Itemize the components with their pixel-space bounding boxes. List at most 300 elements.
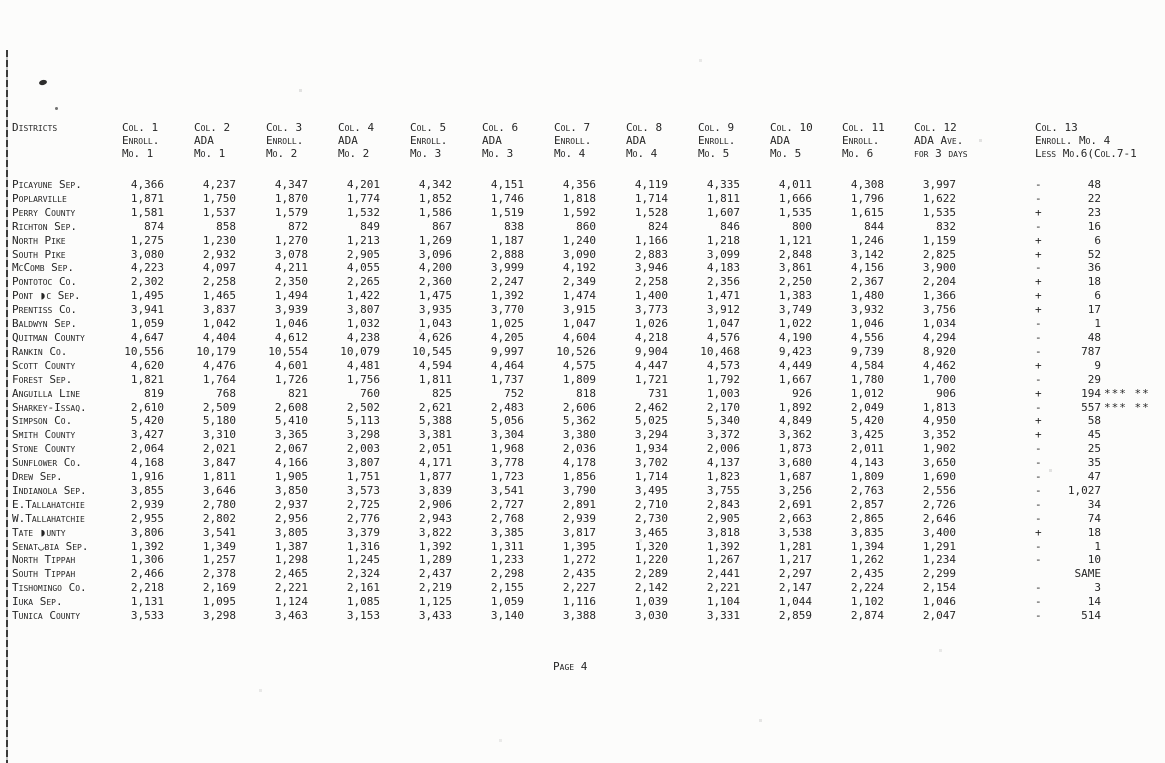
col13-cell — [984, 470, 1165, 484]
column-header: Col. 5 Enroll. Mo. 3 — [410, 121, 448, 160]
value-cell: 1,046 — [850, 317, 884, 331]
column-header: Col. 13 Enroll. Mo. 4 Less Mo.6(Col.7-1 — [1035, 121, 1137, 160]
value-cell: 2,955 — [130, 511, 164, 525]
col13-sign: - — [1035, 497, 1042, 511]
value-cell: 2,730 — [634, 511, 668, 525]
value-cell: 4,156 — [850, 261, 884, 275]
district-name: Senat◡bia Sep. — [12, 539, 89, 553]
col13-cell — [984, 512, 1165, 526]
value-cell: 1,306 — [130, 553, 164, 567]
value-cell: 1,349 — [202, 539, 236, 553]
value-cell: 2,011 — [850, 442, 884, 456]
value-cell: 4,192 — [562, 261, 596, 275]
district-name: Quitman County — [12, 330, 85, 344]
value-cell: 825 — [432, 386, 452, 400]
value-cell: 4,950 — [922, 414, 956, 428]
value-cell: 1,059 — [490, 595, 524, 609]
value-cell: 2,857 — [850, 497, 884, 511]
value-cell: 5,340 — [706, 414, 740, 428]
column-header: Col. 6 ADA Mo. 3 — [482, 121, 519, 160]
value-cell: 3,294 — [634, 428, 668, 442]
col13-value: 74 — [1087, 511, 1101, 525]
value-cell: 4,171 — [418, 456, 452, 470]
value-cell: 4,576 — [706, 330, 740, 344]
value-cell: 2,155 — [490, 581, 524, 595]
district-name: Indianola Sep. — [12, 483, 87, 497]
col13-sign: - — [1035, 553, 1042, 567]
value-cell: 1,714 — [634, 470, 668, 484]
value-cell: 3,331 — [706, 609, 740, 623]
value-cell: 2,802 — [202, 511, 236, 525]
table-row — [10, 220, 1165, 234]
col13-value: 47 — [1087, 470, 1101, 484]
value-cell: 1,125 — [418, 595, 452, 609]
value-cell: 760 — [360, 386, 380, 400]
col13-cell — [984, 317, 1165, 331]
col13-sign: + — [1035, 358, 1042, 372]
col13-sign: + — [1035, 205, 1042, 219]
value-cell: 4,223 — [130, 261, 164, 275]
col13-cell — [984, 595, 1165, 609]
value-cell: 1,262 — [850, 553, 884, 567]
value-cell: 4,166 — [274, 456, 308, 470]
col13-cell — [984, 178, 1165, 192]
value-cell: 5,388 — [418, 414, 452, 428]
value-cell: 1,519 — [490, 205, 524, 219]
value-cell: 3,941 — [130, 303, 164, 317]
table-row — [10, 261, 1165, 275]
value-cell: 4,449 — [778, 358, 812, 372]
value-cell: 3,770 — [490, 303, 524, 317]
value-cell: 4,626 — [418, 330, 452, 344]
table-row — [10, 345, 1165, 359]
col13-value: 36 — [1087, 261, 1101, 275]
value-cell: 4,097 — [202, 261, 236, 275]
value-cell: 2,349 — [562, 275, 596, 289]
col13-value: 9 — [1094, 358, 1101, 372]
value-cell: 1,275 — [130, 233, 164, 247]
value-cell: 3,646 — [202, 483, 236, 497]
value-cell: 752 — [504, 386, 524, 400]
col13-sign: + — [1035, 233, 1042, 247]
district-name: North Pike — [12, 233, 66, 247]
district-name: Pont ◗c Sep. — [12, 289, 81, 303]
districts-column-header: Districts — [12, 121, 58, 134]
district-name: Picayune Sep. — [12, 178, 82, 191]
table-row — [10, 178, 1165, 192]
col13-value: 787 — [1081, 344, 1101, 358]
value-cell: 1,821 — [130, 372, 164, 386]
value-cell: 3,773 — [634, 303, 668, 317]
value-cell: 2,221 — [706, 581, 740, 595]
value-cell: 5,410 — [274, 414, 308, 428]
value-cell: 3,541 — [490, 483, 524, 497]
col13-cell — [984, 401, 1165, 415]
district-name: Poplarville — [12, 191, 67, 205]
value-cell: 1,217 — [778, 553, 812, 567]
value-cell: 2,265 — [346, 275, 380, 289]
value-cell: 4,218 — [634, 330, 668, 344]
value-cell: 824 — [648, 219, 668, 233]
value-cell: 3,790 — [562, 483, 596, 497]
value-cell: 2,465 — [274, 567, 308, 581]
value-cell: 4,200 — [418, 261, 452, 275]
value-cell: 1,723 — [490, 470, 524, 484]
col13-cell — [984, 345, 1165, 359]
value-cell: 10,179 — [196, 344, 236, 358]
value-cell: 4,556 — [850, 330, 884, 344]
enrollment-ada-table — [10, 121, 1165, 623]
value-cell: 2,360 — [418, 275, 452, 289]
table-row — [10, 359, 1165, 373]
value-cell: 3,806 — [130, 525, 164, 539]
value-cell: 3,756 — [922, 303, 956, 317]
value-cell: 4,238 — [346, 330, 380, 344]
value-cell: 4,168 — [130, 456, 164, 470]
value-cell: 1,291 — [922, 539, 956, 553]
col13-sign: - — [1035, 330, 1042, 344]
district-name: Tishomingo Co. — [12, 581, 87, 595]
value-cell: 4,594 — [418, 358, 452, 372]
value-cell: 1,025 — [490, 317, 524, 331]
value-cell: 2,247 — [490, 275, 524, 289]
value-cell: 2,606 — [562, 400, 596, 414]
col13-sign: + — [1035, 275, 1042, 289]
value-cell: 4,308 — [850, 178, 884, 191]
value-cell: 3,153 — [346, 609, 380, 623]
col13-cell — [984, 553, 1165, 567]
col13-sign: - — [1035, 191, 1042, 205]
value-cell: 3,855 — [130, 483, 164, 497]
value-cell: 9,904 — [634, 344, 668, 358]
district-name: Pontotoc Co. — [12, 275, 78, 289]
value-cell: 4,366 — [130, 178, 164, 191]
district-name: Tunica County — [12, 609, 81, 623]
value-cell: 4,356 — [562, 178, 596, 191]
value-cell: 1,535 — [778, 205, 812, 219]
value-cell: 2,466 — [130, 567, 164, 581]
district-name: E.Tallahatchie — [12, 497, 85, 511]
value-cell: 1,234 — [922, 553, 956, 567]
value-cell: 2,324 — [346, 567, 380, 581]
value-cell: 2,905 — [706, 511, 740, 525]
value-cell: 3,932 — [850, 303, 884, 317]
value-cell: 3,140 — [490, 609, 524, 623]
value-cell: 3,805 — [274, 525, 308, 539]
district-name: Iuka Sep. — [12, 595, 63, 609]
value-cell: 1,289 — [418, 553, 452, 567]
district-name: McComb Sep. — [12, 261, 75, 275]
value-cell: 4,190 — [778, 330, 812, 344]
value-cell: 4,201 — [346, 178, 380, 191]
value-cell: 3,381 — [418, 428, 452, 442]
value-cell: 2,204 — [922, 275, 956, 289]
value-cell: 2,691 — [778, 497, 812, 511]
col13-cell — [984, 359, 1165, 373]
value-cell: 2,874 — [850, 609, 884, 623]
district-name: Sharkey-Issaq. — [12, 400, 87, 414]
value-cell: 4,647 — [130, 330, 164, 344]
value-cell: 4,573 — [706, 358, 740, 372]
value-cell: 1,269 — [418, 233, 452, 247]
value-cell: 1,750 — [202, 191, 236, 205]
value-cell: 1,392 — [706, 539, 740, 553]
col13-sign: + — [1035, 428, 1042, 442]
value-cell: 2,768 — [490, 511, 524, 525]
value-cell: 1,047 — [562, 317, 596, 331]
value-cell: 1,034 — [922, 317, 956, 331]
table-row — [10, 442, 1165, 456]
col13-cell — [984, 567, 1165, 581]
value-cell: 9,739 — [850, 344, 884, 358]
value-cell: 3,755 — [706, 483, 740, 497]
value-cell: 844 — [864, 219, 884, 233]
value-cell: 2,710 — [634, 497, 668, 511]
value-cell: 4,342 — [418, 178, 452, 191]
value-cell: 3,807 — [346, 303, 380, 317]
value-cell: 2,051 — [418, 442, 452, 456]
col13-cell — [984, 526, 1165, 540]
value-cell: 1,246 — [850, 233, 884, 247]
value-cell: 3,090 — [562, 247, 596, 261]
value-cell: 2,888 — [490, 247, 524, 261]
value-cell: 1,871 — [130, 191, 164, 205]
value-cell: 4,464 — [490, 358, 524, 372]
col13-sign: - — [1035, 609, 1042, 623]
table-row — [10, 206, 1165, 220]
value-cell: 2,859 — [778, 609, 812, 623]
value-cell: 4,347 — [274, 178, 308, 191]
value-cell: 2,367 — [850, 275, 884, 289]
value-cell: 1,121 — [778, 233, 812, 247]
col13-sign: - — [1035, 456, 1042, 470]
value-cell: 1,480 — [850, 289, 884, 303]
value-cell: 1,230 — [202, 233, 236, 247]
value-cell: 2,299 — [922, 567, 956, 581]
col13-cell — [984, 484, 1165, 498]
col13-cell — [984, 540, 1165, 554]
table-row — [10, 414, 1165, 428]
value-cell: 2,956 — [274, 511, 308, 525]
value-cell: 1,916 — [130, 470, 164, 484]
table-row — [10, 512, 1165, 526]
col13-value: 1 — [1094, 539, 1101, 553]
ink-speck — [55, 107, 58, 110]
col13-sign: - — [1035, 483, 1042, 497]
col13-value: 194 — [1081, 386, 1101, 400]
value-cell: 2,825 — [922, 247, 956, 261]
value-cell: 4,178 — [562, 456, 596, 470]
value-cell: 2,776 — [346, 511, 380, 525]
value-cell: 1,316 — [346, 539, 380, 553]
value-cell: 5,362 — [562, 414, 596, 428]
value-cell: 9,997 — [490, 344, 524, 358]
value-cell: 1,475 — [418, 289, 452, 303]
value-cell: 1,809 — [562, 372, 596, 386]
col13-value: 58 — [1087, 414, 1101, 428]
value-cell: 846 — [720, 219, 740, 233]
value-cell: 2,780 — [202, 497, 236, 511]
value-cell: 2,219 — [418, 581, 452, 595]
value-cell: 1,615 — [850, 205, 884, 219]
value-cell: 1,104 — [706, 595, 740, 609]
value-cell: 1,043 — [418, 317, 452, 331]
value-cell: 3,078 — [274, 247, 308, 261]
table-row — [10, 456, 1165, 470]
value-cell: 4,601 — [274, 358, 308, 372]
value-cell: 1,877 — [418, 470, 452, 484]
value-cell: 4,137 — [706, 456, 740, 470]
value-cell: 1,131 — [130, 595, 164, 609]
value-cell: 2,663 — [778, 511, 812, 525]
value-cell: 906 — [936, 386, 956, 400]
col13-cell — [984, 373, 1165, 387]
district-name: Drew Sep. — [12, 470, 63, 484]
value-cell: 3,818 — [706, 525, 740, 539]
value-cell: 1,187 — [490, 233, 524, 247]
value-cell: 3,839 — [418, 483, 452, 497]
col13-cell — [984, 331, 1165, 345]
district-name: Scott County — [12, 358, 76, 372]
value-cell: 2,865 — [850, 511, 884, 525]
district-name: Perry County — [12, 205, 76, 219]
value-cell: 4,205 — [490, 330, 524, 344]
value-cell: 1,240 — [562, 233, 596, 247]
value-cell: 1,809 — [850, 470, 884, 484]
ink-speck — [39, 79, 48, 86]
scan-edge-line — [6, 50, 8, 763]
value-cell: 2,906 — [418, 497, 452, 511]
value-cell: 5,056 — [490, 414, 524, 428]
value-cell: 2,064 — [130, 442, 164, 456]
value-cell: 1,756 — [346, 372, 380, 386]
value-cell: 1,532 — [346, 205, 380, 219]
district-name: Simpson Co. — [12, 414, 73, 428]
value-cell: 2,047 — [922, 609, 956, 623]
value-cell: 3,999 — [490, 261, 524, 275]
district-name: Rankin Co. — [12, 344, 68, 358]
value-cell: 3,099 — [706, 247, 740, 261]
value-cell: 4,211 — [274, 261, 308, 275]
value-cell: 2,727 — [490, 497, 524, 511]
table-row — [10, 581, 1165, 595]
value-cell: 3,385 — [490, 525, 524, 539]
col13-value: 18 — [1087, 525, 1101, 539]
value-cell: 2,621 — [418, 400, 452, 414]
col13-value: 557 — [1081, 400, 1101, 414]
col13-sign: - — [1035, 344, 1042, 358]
value-cell: 1,700 — [922, 372, 956, 386]
col13-sign: - — [1035, 442, 1042, 456]
value-cell: 1,395 — [562, 539, 596, 553]
value-cell: 3,463 — [274, 609, 308, 623]
col13-cell — [984, 234, 1165, 248]
value-cell: 3,388 — [562, 609, 596, 623]
district-name: Smith County — [12, 428, 76, 442]
value-cell: 3,946 — [634, 261, 668, 275]
value-cell: 1,220 — [634, 553, 668, 567]
value-cell: 3,365 — [274, 428, 308, 442]
value-cell: 2,003 — [346, 442, 380, 456]
table-row — [10, 428, 1165, 442]
value-cell: 1,581 — [130, 205, 164, 219]
value-cell: 1,751 — [346, 470, 380, 484]
value-cell: 1,592 — [562, 205, 596, 219]
col13-value: 48 — [1087, 178, 1101, 191]
value-cell: 1,124 — [274, 595, 308, 609]
value-cell: 4,849 — [778, 414, 812, 428]
value-cell: 1,392 — [130, 539, 164, 553]
value-cell: 874 — [144, 219, 164, 233]
value-cell: 1,737 — [490, 372, 524, 386]
value-cell: 10,526 — [556, 344, 596, 358]
table-row — [10, 595, 1165, 609]
col13-sign: - — [1035, 372, 1042, 386]
value-cell: 3,425 — [850, 428, 884, 442]
value-cell: 1,394 — [850, 539, 884, 553]
value-cell: 1,721 — [634, 372, 668, 386]
value-cell: 1,102 — [850, 595, 884, 609]
value-cell: 2,932 — [202, 247, 236, 261]
value-cell: 2,289 — [634, 567, 668, 581]
value-cell: 10,556 — [124, 344, 164, 358]
value-cell: 4,481 — [346, 358, 380, 372]
value-cell: 3,304 — [490, 428, 524, 442]
table-row — [10, 498, 1165, 512]
value-cell: 1,792 — [706, 372, 740, 386]
district-name: W.Tallahatchie — [12, 511, 85, 525]
value-cell: 3,900 — [922, 261, 956, 275]
col13-cell — [984, 261, 1165, 275]
value-cell: 818 — [576, 386, 596, 400]
column-header: Col. 7 Enroll. Mo. 4 — [554, 121, 592, 160]
table-row — [10, 234, 1165, 248]
value-cell: 2,224 — [850, 581, 884, 595]
col13-sign: - — [1035, 261, 1042, 275]
district-name: South Tippah — [12, 567, 76, 581]
value-cell: 3,847 — [202, 456, 236, 470]
col13-sign: - — [1035, 317, 1042, 331]
table-row — [10, 484, 1165, 498]
value-cell: 1,494 — [274, 289, 308, 303]
district-name: South Pike — [12, 247, 66, 261]
col13-cell — [984, 206, 1165, 220]
value-cell: 3,749 — [778, 303, 812, 317]
col13-cell — [984, 220, 1165, 234]
col13-cell — [984, 192, 1165, 206]
value-cell: 3,650 — [922, 456, 956, 470]
col13-value: 29 — [1087, 372, 1101, 386]
value-cell: 4,119 — [634, 178, 668, 191]
value-cell: 2,939 — [130, 497, 164, 511]
page-number: Page 4 — [553, 660, 588, 673]
value-cell: 3,372 — [706, 428, 740, 442]
table-row — [10, 470, 1165, 484]
value-cell: 3,298 — [202, 609, 236, 623]
value-cell: 1,383 — [778, 289, 812, 303]
value-cell: 1,281 — [778, 539, 812, 553]
col13-value: 48 — [1087, 330, 1101, 344]
value-cell: 860 — [576, 219, 596, 233]
value-cell: 1,400 — [634, 289, 668, 303]
table-row — [10, 303, 1165, 317]
value-cell: 1,022 — [778, 317, 812, 331]
value-cell: 1,687 — [778, 470, 812, 484]
col13-sign: - — [1035, 470, 1042, 484]
table-row — [10, 387, 1165, 401]
value-cell: 1,622 — [922, 191, 956, 205]
value-cell: 1,026 — [634, 317, 668, 331]
